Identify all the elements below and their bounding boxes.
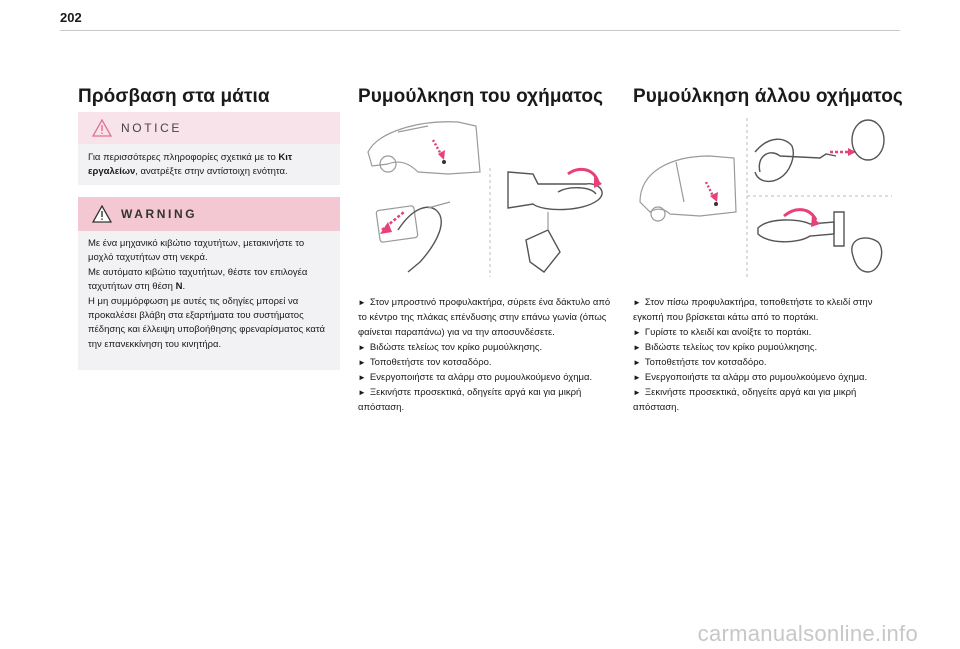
warning-text: Με ένα μηχανικό κιβώτιο ταχυτήτων, μετακινήστε το μοχλό ταχυτήτων στη νεκρά. Με αυτόματο κιβώτιο ταχυτήτων, θέστε τον επιλογέα ταχυτήτων στη θέση N. Η μη συμμόρφωση με αυτές τις οδηγίες μπορεί να προκαλέσει βλάβη στα εξαρτήματα του συστήματος πέδησης και έλλειψη υποβοήθησης φρεναρίσματος κατά την επανεκκίνηση του κινητήρα. xyxy=(88,238,325,350)
cover-plate-icon xyxy=(526,230,560,272)
bullet-arrow-icon: ► xyxy=(633,388,641,397)
bullet-arrow-icon: ► xyxy=(358,388,366,397)
watermark: carmanualsonline.info xyxy=(697,621,918,646)
col3-step: ► Βιδώστε τελείως τον κρίκο ρυμούλκησης. xyxy=(633,342,818,353)
col2-title: Ρυμούλκηση του οχήματος xyxy=(358,86,604,107)
col3-step: ► Στον πίσω προφυλακτήρα, τοποθετήστε το κλειδί στην εγκοπή που βρίσκεται κάτω από το πορτάκι. xyxy=(633,297,873,323)
rear-cover-icon xyxy=(852,238,882,272)
col3-step: ► Ξεκινήστε προσεκτικά, οδηγείτε αργά και για μικρή απόσταση. xyxy=(633,387,857,413)
col3-title: Ρυμούλκηση άλλου οχήματος xyxy=(633,86,903,107)
col3-step: ► Τοποθετήστε τον κοτσαδόρο. xyxy=(633,357,767,368)
warning-triangle-icon xyxy=(92,205,112,223)
col2-step: ► Βιδώστε τελείως τον κρίκο ρυμούλκησης. xyxy=(358,342,543,353)
bullet-arrow-icon: ► xyxy=(358,298,366,307)
bullet-arrow-icon: ► xyxy=(633,343,641,352)
van-front-outline xyxy=(368,122,480,174)
bullet-arrow-icon: ► xyxy=(358,358,366,367)
tow-ring-icon xyxy=(508,172,602,210)
page-number: 202 xyxy=(60,10,82,25)
bullet-arrow-icon: ► xyxy=(633,358,641,367)
col2-step: ► Ξεκινήστε προσεκτικά, οδηγείτε αργά και για μικρή απόσταση. xyxy=(358,387,582,413)
col2-step: ► Τοποθετήστε τον κοτσαδόρο. xyxy=(358,357,492,368)
notice-link[interactable]: Κιτ εργαλείων xyxy=(88,152,293,177)
front-towing-illustration xyxy=(358,112,620,282)
bullet-arrow-icon: ► xyxy=(633,298,641,307)
cover-marker xyxy=(442,160,446,164)
warning-label: WARNING xyxy=(121,207,198,221)
notice-label: NOTICE xyxy=(121,121,182,135)
key-icon xyxy=(759,153,836,172)
col3-step: ► Ενεργοποιήστε τα αλάρμ στο ρυμουλκούμενο όχημα. xyxy=(633,372,868,383)
warning-header xyxy=(78,197,340,231)
col1-title: Πρόσβαση στα μάτια xyxy=(78,86,270,107)
notice-header xyxy=(78,112,340,144)
tow-ring-icon xyxy=(758,220,834,242)
top-rule xyxy=(60,30,900,31)
key-slot-marker xyxy=(714,202,718,206)
van-rear-outline xyxy=(640,156,736,216)
col3-steps xyxy=(633,295,895,415)
bullet-arrow-icon: ► xyxy=(633,328,641,337)
bullet-arrow-icon: ► xyxy=(633,373,641,382)
bullet-arrow-icon: ► xyxy=(358,343,366,352)
rear-towing-illustration xyxy=(630,112,896,282)
bullet-arrow-icon: ► xyxy=(358,373,366,382)
warning-box xyxy=(78,197,340,370)
warning-triangle-icon xyxy=(92,119,112,137)
notice-box xyxy=(78,112,340,185)
cover-flap-icon xyxy=(852,120,884,160)
col2-step: ► Ενεργοποιήστε τα αλάρμ στο ρυμουλκούμενο όχημα. xyxy=(358,372,593,383)
col3-step: ► Γυρίστε το κλειδί και ανοίξτε το πορτάκι. xyxy=(633,327,812,338)
col2-steps xyxy=(358,295,620,415)
notice-text: Για περισσότερες πληροφορίες σχετικά με το Κιτ εργαλείων, ανατρέξτε στην αντίστοιχη ενότητα. xyxy=(88,152,293,177)
col2-step: ► Στον μπροστινό προφυλακτήρα, σύρετε ένα δάκτυλο από το κέντρο της πλάκας επένδυσης στην επάνω γωνία (όπως φαίνεται παραπάνω) για να την αποσυνδέσετε. xyxy=(358,297,611,338)
